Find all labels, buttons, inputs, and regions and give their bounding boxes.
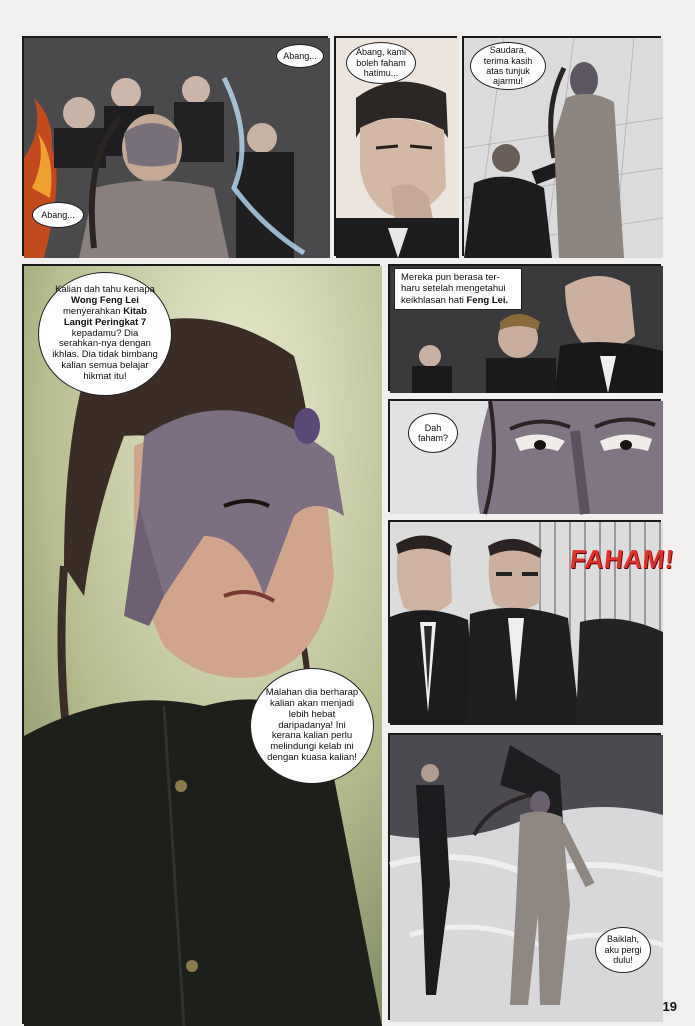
speech-bubble: Baiklah, aku pergi dulu! [595, 927, 651, 973]
panel-4 [22, 264, 380, 1024]
narration-caption [394, 268, 522, 310]
panel-3 [462, 36, 661, 256]
speech-bubble: Saudara, terima kasih atas tunjuk ajarmu! [470, 42, 546, 90]
caption-text: Mereka pun berasa ter-haru setelah mengetahui keikhlasan hati [401, 272, 506, 306]
speech-bubble: Abang, kami boleh faham hatimu... [346, 42, 416, 84]
page-number: 19 [662, 999, 677, 1014]
sound-effect-text: FAHAM! [568, 544, 676, 574]
panel-2 [334, 36, 457, 256]
panel-5 [388, 264, 661, 391]
speech-bubble: Abang... [276, 44, 324, 68]
bubble-text: kepadamu? Dia serahkan-nya dengan ikhlas. Dia tidak bimbang kalian semua belajar hikmat itu! [52, 327, 158, 383]
speech-bubble: Malahan dia berharap kalian akan menjadi lebih hebat daripadanya! Ini kerana kalian perlu melindungi kelab ini dengan kuasa kalian! [250, 668, 374, 784]
bubble-text: Kalian dah tahu kenapa [55, 283, 155, 295]
caption-bold-name: Feng Lei. [466, 294, 509, 306]
bubble-text: menyerahkan [63, 305, 124, 317]
bubble-bold-title: Kitab Langit Peringkat 7 [63, 305, 147, 328]
panel-8-art [390, 735, 663, 1022]
panel-6 [388, 399, 661, 512]
panel-7 [388, 520, 676, 723]
bubble-bold-name: Wong Feng Lei [71, 294, 139, 306]
speech-bubble [38, 272, 172, 396]
speech-bubble: Dah faham? [408, 413, 458, 453]
panel-1 [22, 36, 328, 256]
speech-bubble: Abang... [32, 202, 84, 228]
panel-8 [388, 733, 661, 1020]
